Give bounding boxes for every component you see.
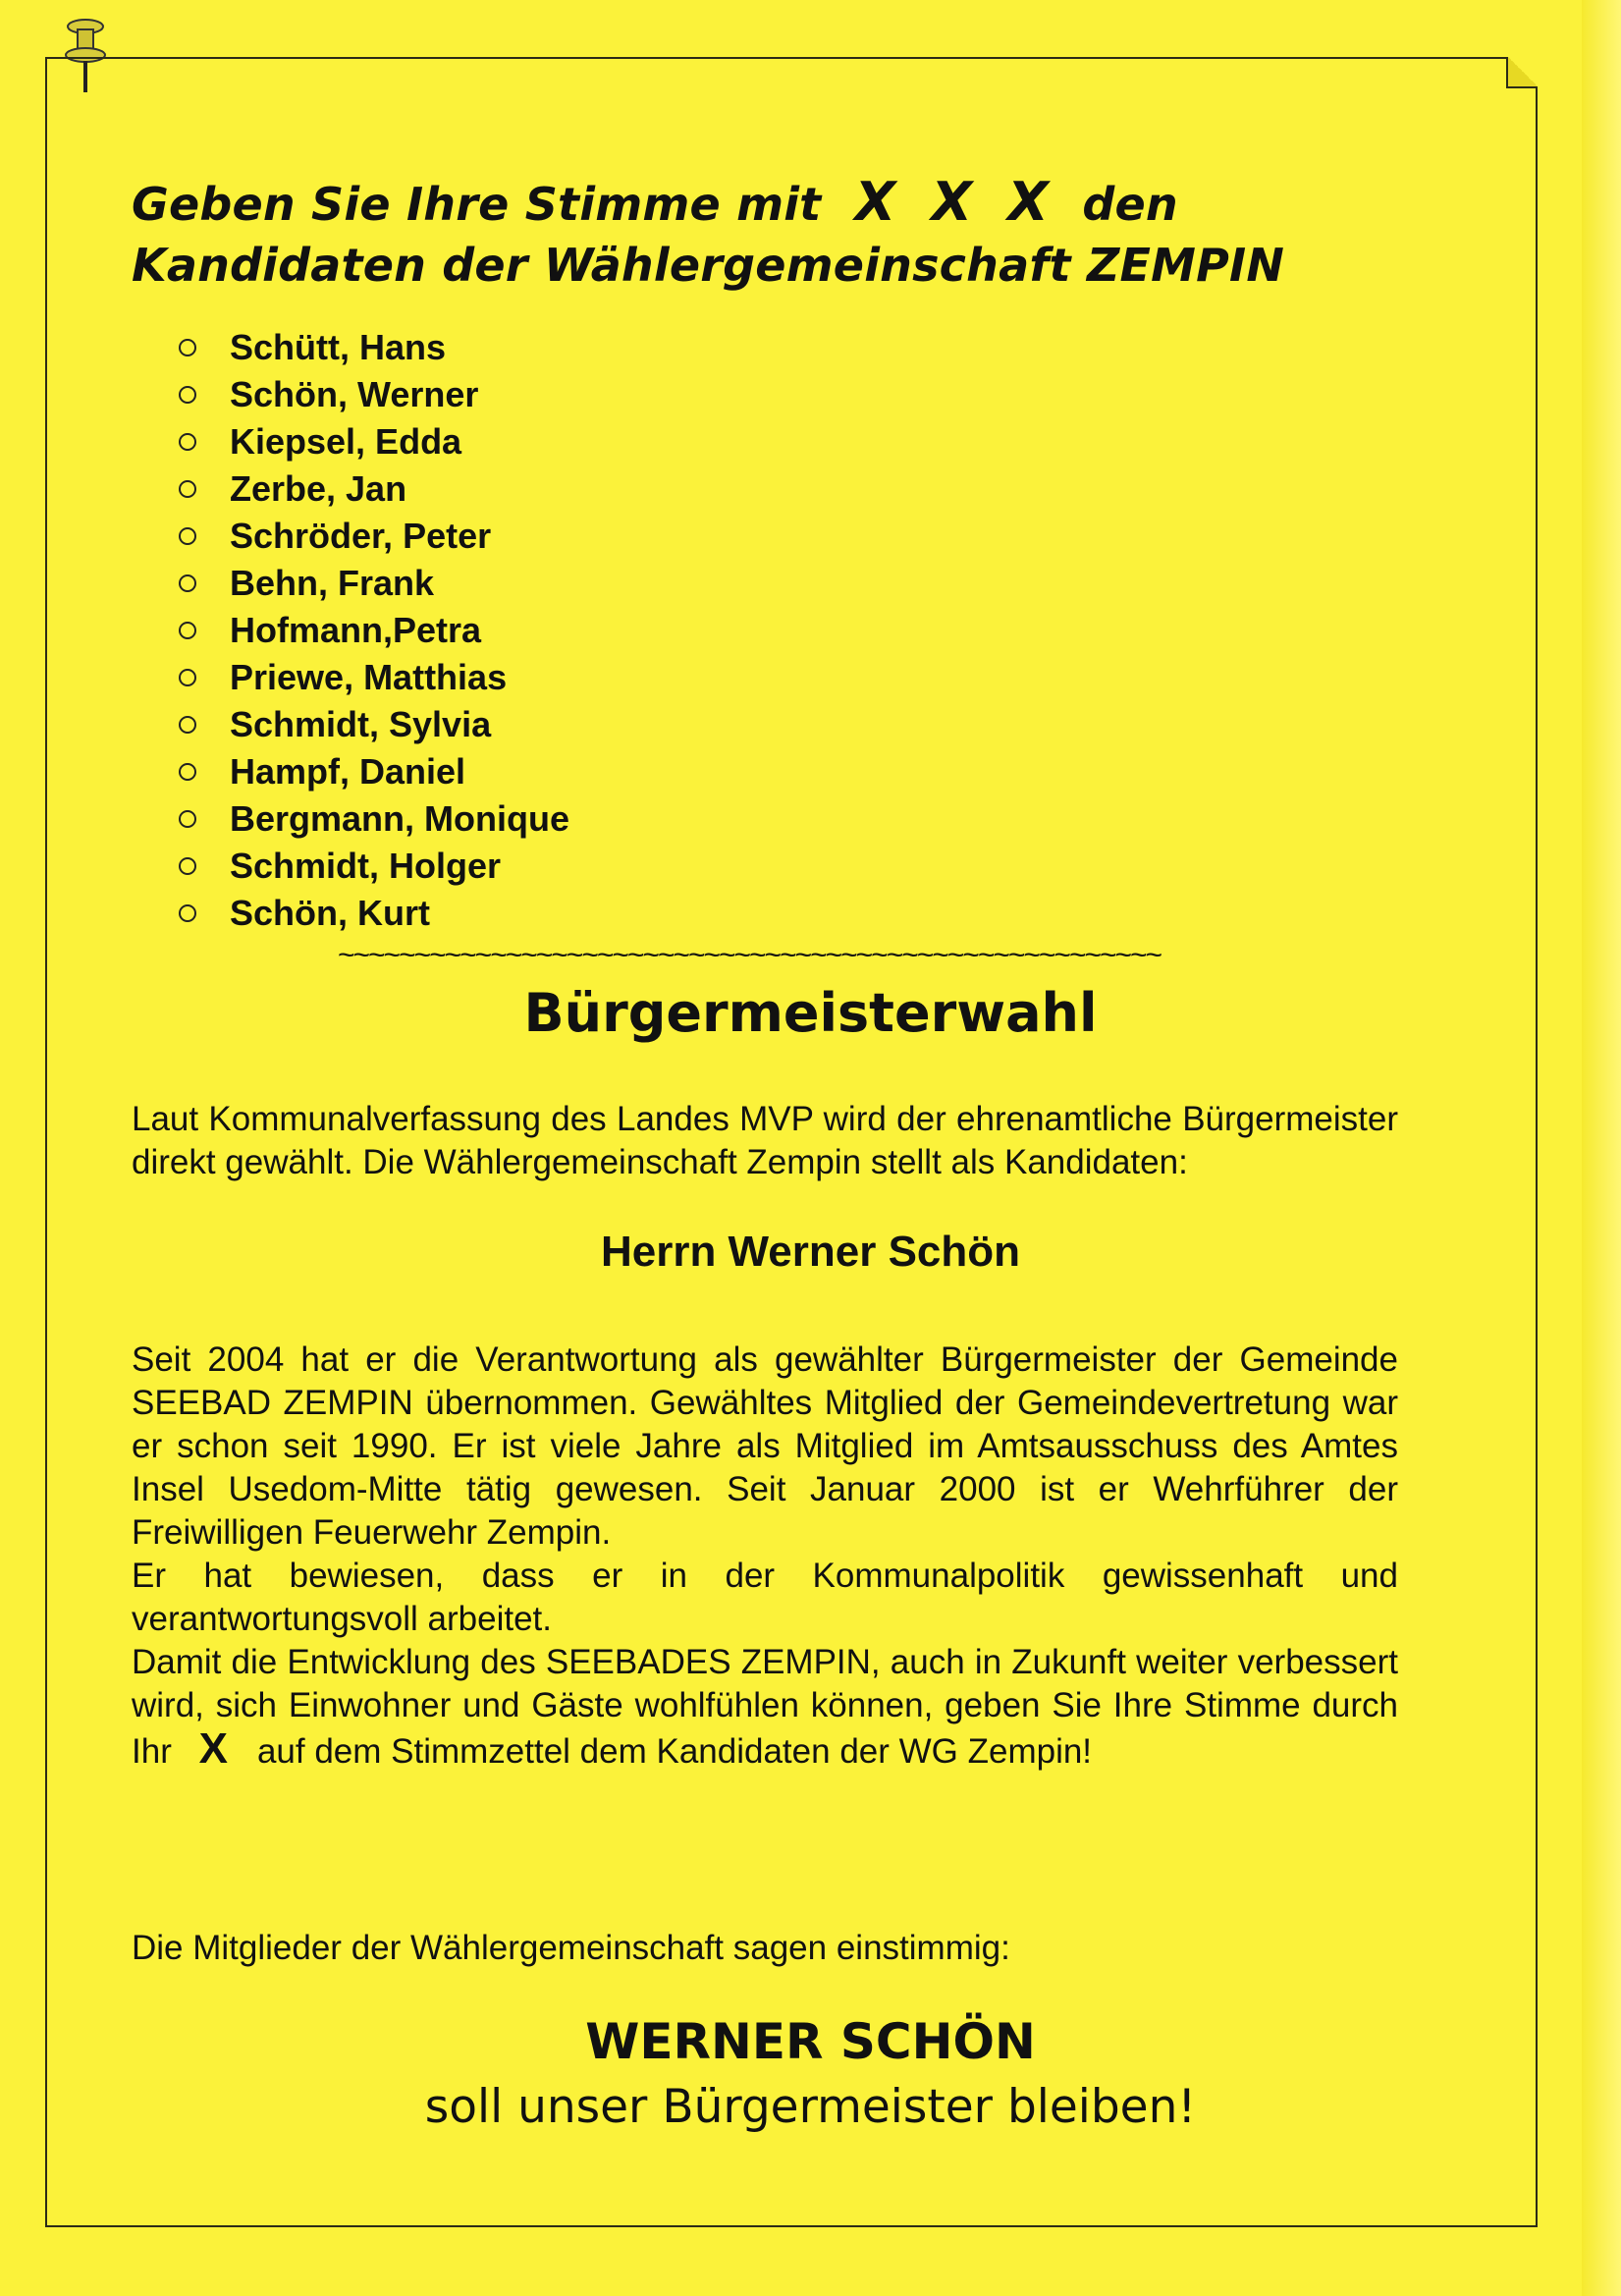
page-edge [1582, 0, 1621, 2296]
list-item [179, 560, 569, 607]
bullet-circle-icon [179, 857, 196, 875]
candidate-label: Kiepsel, Edda [230, 421, 462, 462]
candidate-label: Behn, Frank [230, 563, 435, 603]
bullet-circle-icon [179, 480, 196, 498]
list-item [179, 324, 569, 371]
bullet-circle-icon [179, 622, 196, 639]
candidate-label: Hofmann,Petra [230, 610, 482, 650]
headline-line-2: Kandidaten der Wählergemeinschaft ZEMPIN [132, 239, 1285, 292]
headline-line-1 [132, 172, 1329, 235]
bio-paragraph [132, 1641, 1398, 1774]
list-item [179, 701, 569, 748]
candidate-label: Bergmann, Monique [230, 798, 570, 839]
separator: ~~~~~~~~~~~~~~~~~~~~~~~~~~~~~~~~~~~~~~~~~~~~~~~~~~~~~~ [338, 941, 1162, 970]
headline-lead: Geben Sie Ihre Stimme mit [132, 178, 822, 231]
candidate-list [179, 324, 569, 937]
headline-tail: den [1082, 178, 1178, 231]
mayor-candidate: Herrn Werner Schön [600, 1228, 1021, 1276]
list-item [179, 465, 569, 513]
vote-mark: X [931, 171, 973, 233]
list-item [179, 654, 569, 701]
candidate-label: Hampf, Daniel [230, 751, 466, 792]
bullet-circle-icon [179, 386, 196, 404]
closing-slogan: soll unser Bürgermeister bleiben! [424, 2080, 1197, 2134]
list-item [179, 607, 569, 654]
headline [132, 172, 1329, 296]
bullet-circle-icon [179, 669, 196, 686]
candidate-label: Schmidt, Holger [230, 846, 502, 886]
bullet-circle-icon [179, 904, 196, 922]
appeal-text: auf dem Stimmzettel dem Kandidaten der WG Zempin! [256, 1732, 1093, 1771]
candidate-label: Schön, Kurt [230, 893, 430, 933]
bio-paragraph: Er hat bewiesen, dass er in der Kommunalpolitik gewissenhaft und verantwortungsvoll arbeitet. [132, 1557, 1398, 1638]
list-item [179, 371, 569, 418]
bullet-circle-icon [179, 527, 196, 545]
closing-name: WERNER SCHÖN [585, 2013, 1036, 2070]
list-item [179, 748, 569, 795]
vote-mark: X [1007, 171, 1050, 233]
candidate-label: Priewe, Matthias [230, 657, 508, 697]
list-item [179, 795, 569, 843]
candidate-label: Schröder, Peter [230, 516, 492, 556]
bullet-circle-icon [179, 716, 196, 734]
vote-mark: X [198, 1724, 228, 1773]
corner-fold [1506, 57, 1538, 88]
vote-mark: X [854, 171, 896, 233]
candidate-label: Zerbe, Jan [230, 468, 407, 509]
candidate-label: Schmidt, Sylvia [230, 704, 492, 744]
closing-intro: Die Mitglieder der Wählergemeinschaft sagen einstimmig: [132, 1929, 1010, 1967]
list-item [179, 513, 569, 560]
section-title: Bürgermeisterwahl [523, 982, 1098, 1044]
candidate-label: Schön, Werner [230, 374, 479, 414]
bullet-circle-icon [179, 339, 196, 356]
list-item [179, 843, 569, 890]
bio-paragraph: Seit 2004 hat er die Verantwortung als gewählter Bürgermeister der Gemeinde SEEBAD ZEMPIN übernommen. Gewähltes Mitglied der Gemeindevertretung war er schon seit 1990. Er ist viele Jahre als Mitglied im Amtsausschuss des Amtes Insel Usedom-Mitte tätig gewesen. Seit Januar 2000 ist er Wehrführer der Freiwilligen Feuerwehr Zempin. [132, 1340, 1398, 1552]
bullet-circle-icon [179, 433, 196, 451]
bullet-circle-icon [179, 763, 196, 781]
candidate-label: Schütt, Hans [230, 327, 447, 367]
list-item [179, 890, 569, 937]
election-intro: Laut Kommunalverfassung des Landes MVP wird der ehrenamtliche Bürgermeister direkt gewählt. Die Wählergemeinschaft Zempin stellt als Kandidaten: [132, 1100, 1398, 1181]
list-item [179, 418, 569, 465]
candidate-bio [132, 1339, 1398, 1774]
appeal-text: Damit die Entwicklung des SEEBADES ZEMPIN, auch in Zukunft weiter verbessert wird, sich Einwohner und Gäste wohlfühlen können, geben Sie Ihre Stimme durch Ihr [132, 1643, 1398, 1771]
bullet-circle-icon [179, 574, 196, 592]
bullet-circle-icon [179, 810, 196, 828]
